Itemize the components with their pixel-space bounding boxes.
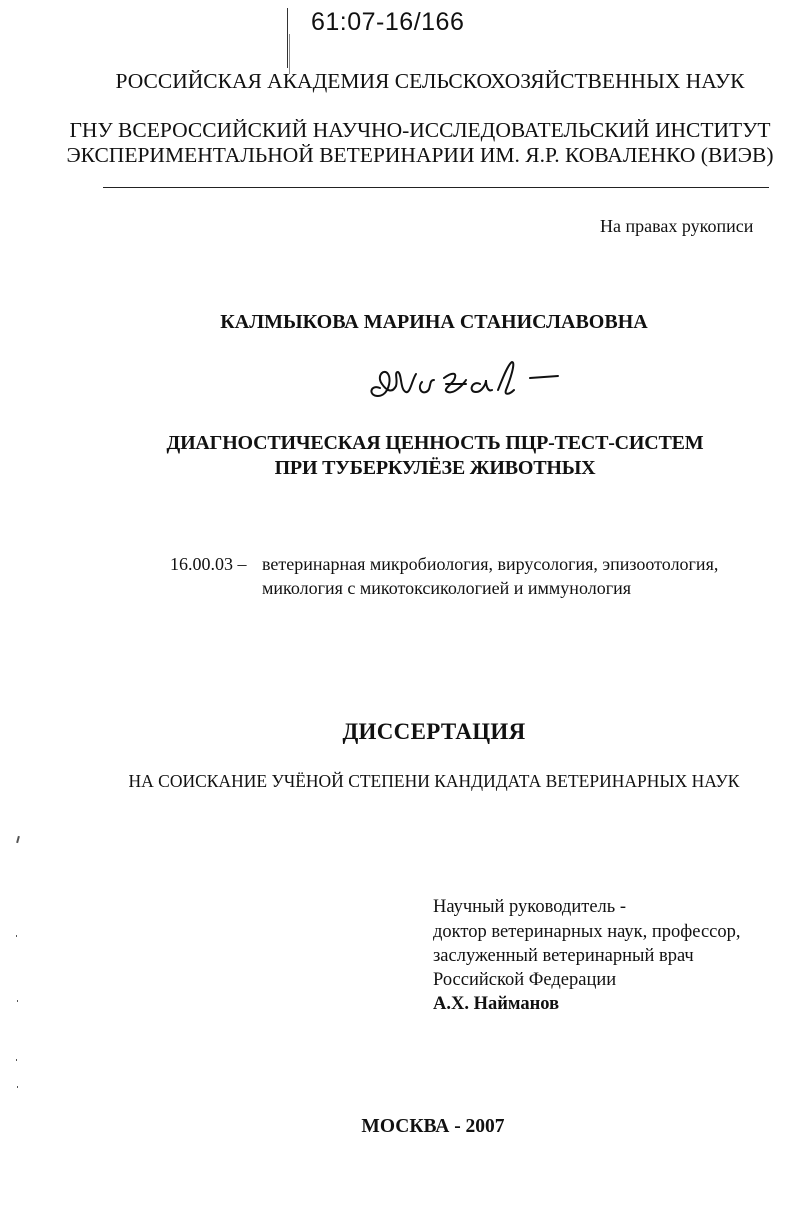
- advisor-degree: доктор ветеринарных наук, профессор,: [433, 922, 741, 942]
- scan-speck: [16, 836, 20, 843]
- academy-name: РОССИЙСКАЯ АКАДЕМИЯ СЕЛЬСКОХОЗЯЙСТВЕННЫХ НАУК: [115, 69, 745, 93]
- advisor-role: Научный руководитель -: [433, 897, 626, 917]
- dissertation-title-line2: ПРИ ТУБЕРКУЛЁЗЕ ЖИВОТНЫХ: [274, 457, 596, 479]
- institute-name-line2: ЭКСПЕРИМЕНТАЛЬНОЙ ВЕТЕРИНАРИИ ИМ. Я.Р. КОВАЛЕНКО (ВИЭВ): [66, 143, 774, 167]
- specialty-name-line1: ветеринарная микробиология, вирусология, эпизоотология,: [262, 554, 719, 574]
- author-signature: [362, 350, 592, 410]
- advisor-honor-line1: заслуженный ветеринарный врач: [433, 946, 694, 966]
- degree-statement: НА СОИСКАНИЕ УЧЁНОЙ СТЕПЕНИ КАНДИДАТА ВЕТЕРИНАРНЫХ НАУК: [128, 771, 740, 791]
- catalog-number: 61:07-16/166: [311, 8, 465, 36]
- manuscript-note: На правах рукописи: [600, 216, 754, 236]
- advisor-honor-line2: Российской Федерации: [433, 970, 617, 990]
- scan-speck: [17, 1000, 18, 1002]
- scan-speck: [17, 1086, 18, 1088]
- author-name: КАЛМЫКОВА МАРИНА СТАНИСЛАВОВНА: [220, 311, 648, 333]
- margin-line: [287, 8, 288, 68]
- scan-speck: [16, 935, 17, 937]
- header-divider: [103, 187, 769, 188]
- scan-speck: [16, 1059, 17, 1061]
- document-type: ДИССЕРТАЦИЯ: [342, 719, 526, 744]
- specialty-name-line2: микология с микотоксикологией и иммунология: [262, 578, 631, 598]
- city-year: МОСКВА - 2007: [361, 1116, 505, 1137]
- margin-line-secondary: [289, 34, 290, 74]
- specialty-code: 16.00.03 –: [170, 554, 247, 574]
- advisor-name: А.Х. Найманов: [433, 994, 560, 1014]
- dissertation-title-line1: ДИАГНОСТИЧЕСКАЯ ЦЕННОСТЬ ПЦР-ТЕСТ-СИСТЕМ: [166, 432, 704, 454]
- institute-name-line1: ГНУ ВСЕРОССИЙСКИЙ НАУЧНО-ИССЛЕДОВАТЕЛЬСКИЙ ИНСТИТУТ: [69, 118, 771, 142]
